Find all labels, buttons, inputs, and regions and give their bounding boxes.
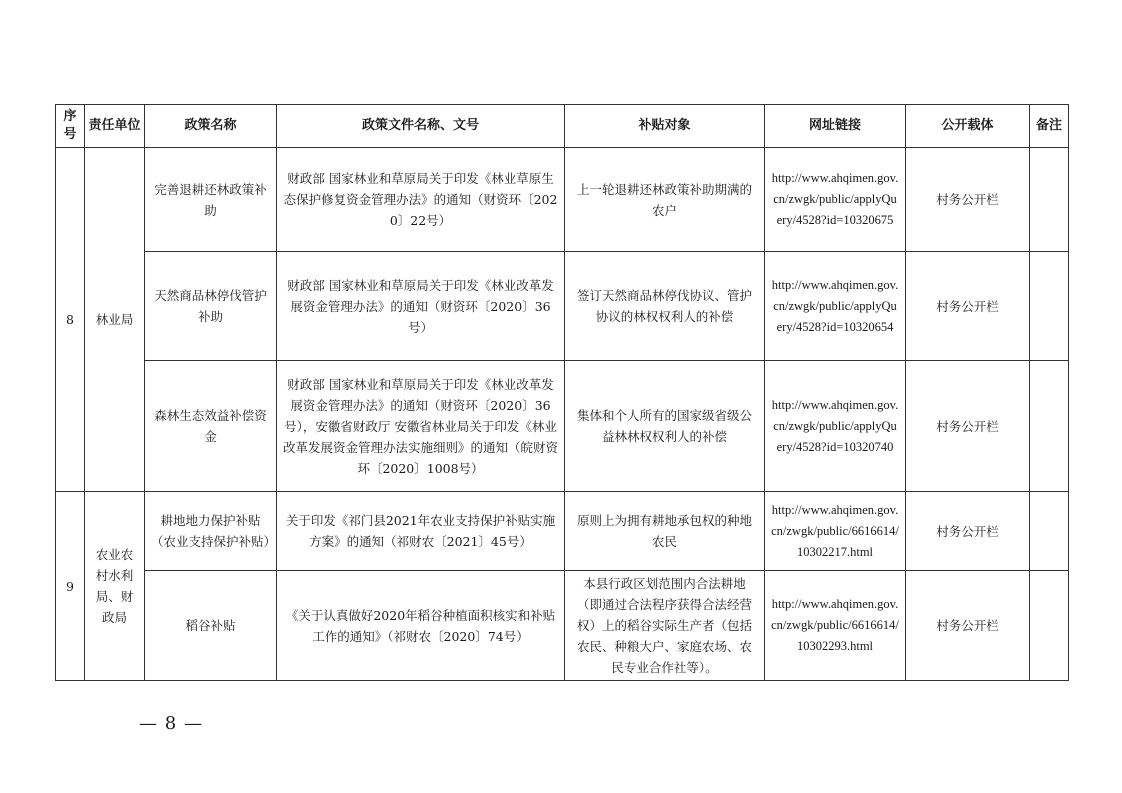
header-unit: 责任单位 xyxy=(85,105,145,148)
header-document: 政策文件名称、文号 xyxy=(277,105,565,148)
subsidy-target: 原则上为拥有耕地承包权的种地农民 xyxy=(565,492,765,571)
remark xyxy=(1030,148,1069,252)
policy-document: 《关于认真做好2020年稻谷种植面积核实和补贴工作的通知》（祁财农〔2020〕74号） xyxy=(277,571,565,681)
header-index: 序号 xyxy=(56,105,85,148)
header-carrier: 公开载体 xyxy=(906,105,1030,148)
subsidy-target: 上一轮退耕还林政策补助期满的农户 xyxy=(565,148,765,252)
responsible-unit: 农业农村水利局、财政局 xyxy=(85,492,145,681)
table-row xyxy=(56,148,1069,252)
remark xyxy=(1030,361,1069,492)
public-carrier: 村务公开栏 xyxy=(906,148,1030,252)
policy-document: 关于印发《祁门县2021年农业支持保护补贴实施方案》的通知（祁财农〔2021〕45号） xyxy=(277,492,565,571)
public-carrier: 村务公开栏 xyxy=(906,252,1030,361)
policy-name: 稻谷补贴 xyxy=(145,571,277,681)
policy-name: 天然商品林停伐管护补助 xyxy=(145,252,277,361)
row-index: 9 xyxy=(56,492,85,681)
remark xyxy=(1030,252,1069,361)
url-link[interactable]: http://www.ahqimen.gov.cn/zwgk/public/6616614/10302293.html xyxy=(765,571,906,681)
policy-document: 财政部 国家林业和草原局关于印发《林业改革发展资金管理办法》的通知（财资环〔2020〕36号） xyxy=(277,252,565,361)
row-index: 8 xyxy=(56,148,85,492)
remark xyxy=(1030,571,1069,681)
remark xyxy=(1030,492,1069,571)
page-number-text: — 8 — xyxy=(139,713,203,734)
subsidy-target: 签订天然商品林停伐协议、管护协议的林权权利人的补偿 xyxy=(565,252,765,361)
public-carrier: 村务公开栏 xyxy=(906,571,1030,681)
policy-document: 财政部 国家林业和草原局关于印发《林业草原生态保护修复资金管理办法》的通知（财资环〔2020〕22号） xyxy=(277,148,565,252)
policy-name: 完善退耕还林政策补助 xyxy=(145,148,277,252)
responsible-unit: 林业局 xyxy=(85,148,145,492)
policy-table xyxy=(55,104,1069,681)
table-row xyxy=(56,571,1069,681)
page-number xyxy=(0,713,1122,734)
header-url: 网址链接 xyxy=(765,105,906,148)
policy-document: 财政部 国家林业和草原局关于印发《林业改革发展资金管理办法》的通知（财资环〔2020〕36号），安徽省财政厅 安徽省林业局关于印发《林业改革发展资金管理办法实施细则》的通知（皖财资环〔2020〕1008号） xyxy=(277,361,565,492)
public-carrier: 村务公开栏 xyxy=(906,492,1030,571)
table-row xyxy=(56,361,1069,492)
url-link[interactable]: http://www.ahqimen.gov.cn/zwgk/public/6616614/10302217.html xyxy=(765,492,906,571)
table-row xyxy=(56,492,1069,571)
header-remark: 备注 xyxy=(1030,105,1069,148)
header-policy: 政策名称 xyxy=(145,105,277,148)
public-carrier: 村务公开栏 xyxy=(906,361,1030,492)
url-link[interactable]: http://www.ahqimen.gov.cn/zwgk/public/applyQuery/4528?id=10320654 xyxy=(765,252,906,361)
table-header-row xyxy=(56,105,1069,148)
table-row xyxy=(56,252,1069,361)
url-link[interactable]: http://www.ahqimen.gov.cn/zwgk/public/applyQuery/4528?id=10320740 xyxy=(765,361,906,492)
policy-name: 森林生态效益补偿资金 xyxy=(145,361,277,492)
url-link[interactable]: http://www.ahqimen.gov.cn/zwgk/public/applyQuery/4528?id=10320675 xyxy=(765,148,906,252)
header-target: 补贴对象 xyxy=(565,105,765,148)
subsidy-target: 集体和个人所有的国家级省级公益林林权权利人的补偿 xyxy=(565,361,765,492)
policy-name: 耕地地力保护补贴（农业支持保护补贴） xyxy=(145,492,277,571)
subsidy-target: 本县行政区划范围内合法耕地（即通过合法程序获得合法经营权）上的稻谷实际生产者（包括农民、种粮大户、家庭农场、农民专业合作社等）。 xyxy=(565,571,765,681)
